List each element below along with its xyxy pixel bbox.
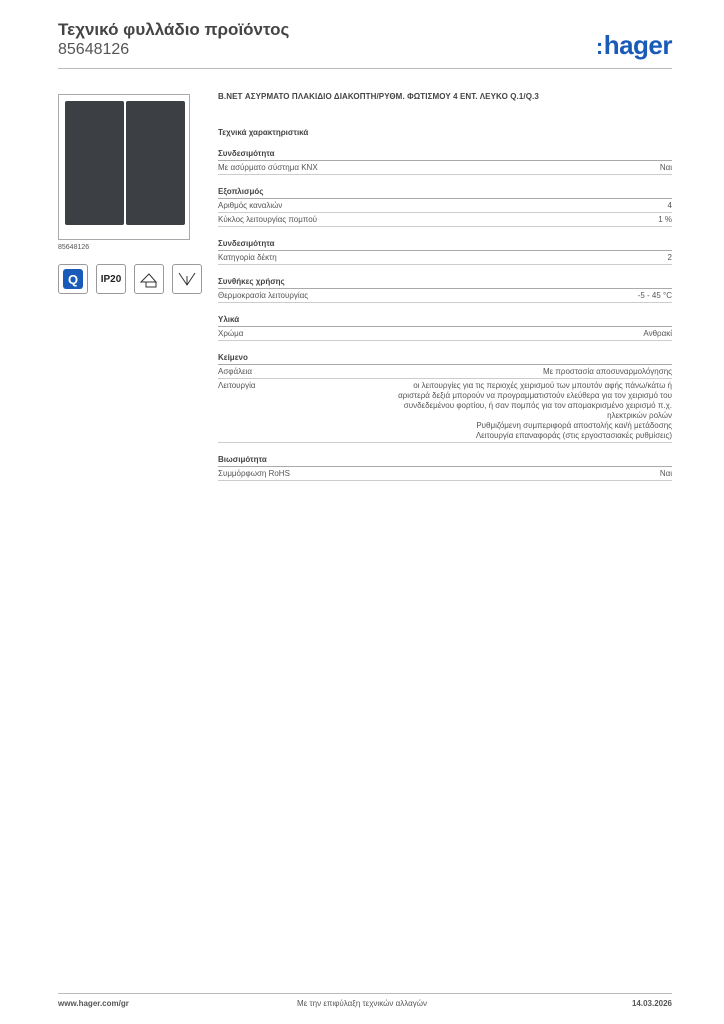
section-title: Κείμενο bbox=[218, 353, 672, 365]
spec-row bbox=[218, 289, 672, 303]
page-header bbox=[58, 20, 289, 59]
section-title: Υλικά bbox=[218, 315, 672, 327]
spec-value-line: Λειτουργία επαναφοράς (στις εργοστασιακές ρυθμίσεις) bbox=[475, 431, 672, 440]
spec-value: 1 % bbox=[658, 215, 672, 224]
rocker-left bbox=[65, 101, 124, 225]
certification-icons bbox=[58, 264, 202, 294]
hager-logo: :hager bbox=[595, 30, 672, 60]
spec-value-line: Ρυθμιζόμενη συμπεριφορά αποστολής και/ή μετάδοσης bbox=[476, 421, 672, 430]
technical-characteristics-title: Τεχνικά χαρακτηριστικά bbox=[218, 128, 309, 137]
spec-label: Αριθμός καναλιών bbox=[218, 201, 283, 210]
spec-row bbox=[218, 365, 672, 379]
product-name: B.NET ΑΣΥΡΜΑΤΟ ΠΛΑΚΙΔΙΟ ΔΙΑΚΟΠΤΗ/ΡΥΘΜ. ΦΩΤΙΣΜΟΥ 4 ΕΝΤ. ΛΕΥΚΟ Q.1/Q.3 bbox=[218, 92, 539, 101]
spec-row bbox=[218, 379, 672, 443]
install-icon bbox=[134, 264, 164, 294]
spec-value-line: οι λειτουργίες για τις περιοχές χειρισμού των μπουτόν αφής πάνω/κάτω ή bbox=[413, 381, 672, 390]
ip-rating-icon bbox=[96, 264, 126, 294]
spec-label: Χρώμα bbox=[218, 329, 244, 338]
spec-label: Θερμοκρασία λειτουργίας bbox=[218, 291, 309, 300]
spec-value-line: ηλεκτρικών ρολών bbox=[607, 411, 672, 420]
section-title: Συνθήκες χρήσης bbox=[218, 277, 672, 289]
spec-section bbox=[218, 277, 672, 303]
footer-date: 14.03.2026 bbox=[631, 999, 672, 1008]
spec-value: Ναι bbox=[659, 163, 672, 172]
spec-label: Λειτουργία bbox=[218, 381, 256, 390]
section-title: Συνδεσιμότητα bbox=[218, 239, 672, 251]
section-title: Συνδεσιμότητα bbox=[218, 149, 672, 161]
ip-rating-label: IP20 bbox=[100, 273, 122, 285]
product-reference: 85648126 bbox=[58, 244, 90, 251]
spec-value: 4 bbox=[667, 201, 672, 210]
spec-value: Ναι bbox=[659, 469, 672, 478]
spec-section bbox=[218, 353, 672, 443]
section-title: Εξοπλισμός bbox=[218, 187, 672, 199]
spec-row bbox=[218, 327, 672, 341]
footer-divider bbox=[58, 993, 672, 994]
spec-value-line: αριστερά δεξιά μπορούν να προγραμματιστούν ελεύθερα για τον χειρισμό του bbox=[398, 391, 672, 400]
spec-row bbox=[218, 161, 672, 175]
spec-sections bbox=[218, 149, 672, 481]
spec-row bbox=[218, 251, 672, 265]
spec-row bbox=[218, 199, 672, 213]
spec-section bbox=[218, 149, 672, 175]
footer-website[interactable]: www.hager.com/gr bbox=[58, 999, 129, 1008]
spec-section bbox=[218, 239, 672, 265]
footer-notice: Με την επιφύλαξη τεχνικών αλλαγών bbox=[297, 999, 427, 1008]
logo-text: hager bbox=[603, 30, 672, 60]
product-image bbox=[58, 94, 190, 240]
quality-icon: Q bbox=[58, 264, 88, 294]
document-number: 85648126 bbox=[58, 41, 130, 58]
spec-value: -5 - 45 °C bbox=[637, 291, 672, 300]
spec-label: Κύκλος λειτουργίας πομπού bbox=[218, 215, 318, 224]
specification-panel bbox=[218, 92, 672, 481]
spec-row bbox=[218, 213, 672, 227]
spec-label: Ασφάλεια bbox=[218, 367, 253, 376]
section-title: Βιωσιμότητα bbox=[218, 455, 672, 467]
spec-value: Ανθρακί bbox=[643, 329, 672, 338]
spec-value: Με προστασία αποσυναρμολόγησης bbox=[542, 367, 672, 376]
spec-section bbox=[218, 187, 672, 227]
spec-value bbox=[332, 381, 672, 441]
spec-label: Με ασύρματο σύστημα KNX bbox=[218, 163, 318, 172]
spec-section bbox=[218, 455, 672, 481]
header-divider bbox=[58, 68, 672, 69]
spec-label: Κατηγορία δέκτη bbox=[218, 253, 277, 262]
spec-value-line: συνδεδεμένου φορτίου, ή σαν πομπός για τον απομακρισμένο χειρισμό π.χ. bbox=[403, 401, 672, 410]
document-title: Τεχνικό φυλλάδιο προϊόντος bbox=[58, 20, 290, 39]
spec-value: 2 bbox=[667, 253, 672, 262]
spec-row bbox=[218, 467, 672, 481]
spec-label: Συμμόρφωση RoHS bbox=[218, 469, 290, 478]
spec-section bbox=[218, 315, 672, 341]
rocker-right bbox=[126, 101, 185, 225]
environment-icon bbox=[172, 264, 202, 294]
